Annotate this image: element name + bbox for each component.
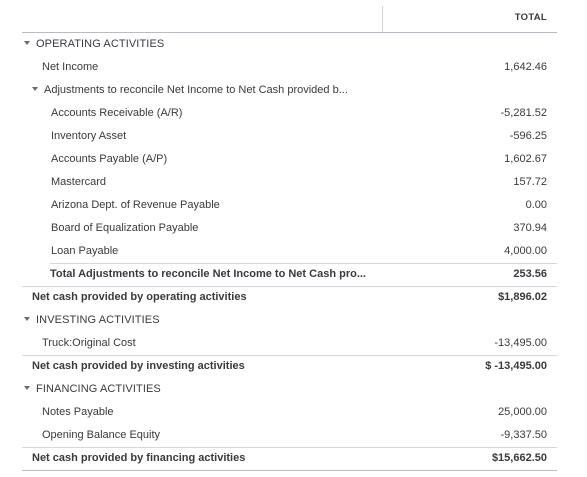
row-label (32, 452, 245, 464)
row-label (50, 268, 366, 280)
report-row-subtotal (0, 263, 587, 286)
row-amount: 370.94 (513, 222, 547, 234)
report-row-section[interactable] (0, 33, 587, 56)
report-row-subitem (0, 217, 587, 240)
report-row-item (0, 424, 587, 447)
row-amount: 1,642.46 (504, 61, 547, 73)
report-row-section[interactable] (0, 309, 587, 332)
report-row-item (0, 56, 587, 79)
total-top-rule (22, 286, 557, 287)
collapse-caret-icon[interactable] (24, 41, 30, 45)
row-label (51, 130, 126, 142)
row-label-text: Net Income (42, 61, 99, 73)
report-row-subitem (0, 102, 587, 125)
row-label (51, 222, 198, 234)
row-label-text: FINANCING ACTIVITIES (36, 383, 161, 395)
row-amount: 4,000.00 (504, 245, 547, 257)
report-row-section[interactable] (0, 378, 587, 401)
row-label-text: Truck:Original Cost (42, 337, 136, 349)
row-label-text: Loan Payable (51, 245, 119, 257)
row-label (42, 429, 160, 441)
row-label-text: Inventory Asset (51, 130, 127, 142)
row-label (42, 61, 98, 73)
row-label-text: Adjustments to reconcile Net Income to Net Cash provided b... (44, 84, 348, 96)
report-row-total (0, 447, 587, 470)
report-row-subitem (0, 240, 587, 263)
row-label (51, 199, 220, 211)
report-row-total (0, 355, 587, 378)
row-label (51, 107, 182, 119)
row-label-text: Total Adjustments to reconcile Net Income to Net Cash pro... (50, 268, 366, 280)
row-amount: -9,337.50 (500, 429, 547, 441)
row-amount: 157.72 (513, 176, 547, 188)
row-label-text: INVESTING ACTIVITIES (36, 314, 160, 326)
row-label-text: OPERATING ACTIVITIES (36, 38, 165, 50)
row-label (24, 38, 164, 50)
row-label (42, 337, 136, 349)
report-row-subitem (0, 125, 587, 148)
row-label (42, 406, 114, 418)
row-label-text: Accounts Receivable (A/R) (51, 107, 183, 119)
row-amount: -13,495.00 (494, 337, 547, 349)
row-amount: 1,602.67 (504, 153, 547, 165)
report-row-subitem (0, 148, 587, 171)
row-amount: $ -13,495.00 (485, 360, 547, 372)
row-amount: $15,662.50 (491, 452, 547, 464)
total-top-rule (22, 355, 557, 356)
row-label-text: Board of Equalization Payable (51, 222, 199, 234)
row-amount: -5,281.52 (500, 107, 547, 119)
row-label-text: Accounts Payable (A/P) (51, 153, 168, 165)
total-column-header: TOTAL (514, 12, 547, 23)
row-label-text: Mastercard (51, 176, 107, 188)
subtotal-top-rule (50, 263, 557, 264)
report-row-item (0, 332, 587, 355)
row-label (24, 314, 160, 326)
row-label (51, 153, 167, 165)
report-row-subsection[interactable] (0, 79, 587, 102)
column-divider (382, 6, 383, 32)
row-label-text: Notes Payable (42, 406, 114, 418)
collapse-caret-icon[interactable] (32, 87, 38, 91)
report-bottom-rule (22, 470, 557, 471)
row-label-text: Opening Balance Equity (42, 429, 161, 441)
row-label-text: Net cash provided by operating activities (32, 291, 247, 303)
report-row-item (0, 401, 587, 424)
report-row-total (0, 286, 587, 309)
row-label (32, 84, 348, 96)
report-header (0, 0, 587, 33)
row-amount: 0.00 (525, 199, 547, 211)
collapse-caret-icon[interactable] (24, 317, 30, 321)
row-label-text: Arizona Dept. of Revenue Payable (51, 199, 220, 211)
row-label-text: Net cash provided by financing activities (32, 452, 246, 464)
row-label-text: Net cash provided by investing activities (32, 360, 245, 372)
row-label (32, 291, 247, 303)
row-label (51, 245, 118, 257)
row-label (24, 383, 161, 395)
row-amount: 25,000.00 (498, 406, 547, 418)
total-top-rule (22, 447, 557, 448)
row-label (32, 360, 245, 372)
row-amount: 253.56 (513, 268, 547, 280)
collapse-caret-icon[interactable] (24, 386, 30, 390)
report-row-subitem (0, 171, 587, 194)
row-amount: $1,896.02 (498, 291, 547, 303)
report-row-subitem (0, 194, 587, 217)
row-amount: -596.25 (509, 130, 547, 142)
row-label (51, 176, 106, 188)
